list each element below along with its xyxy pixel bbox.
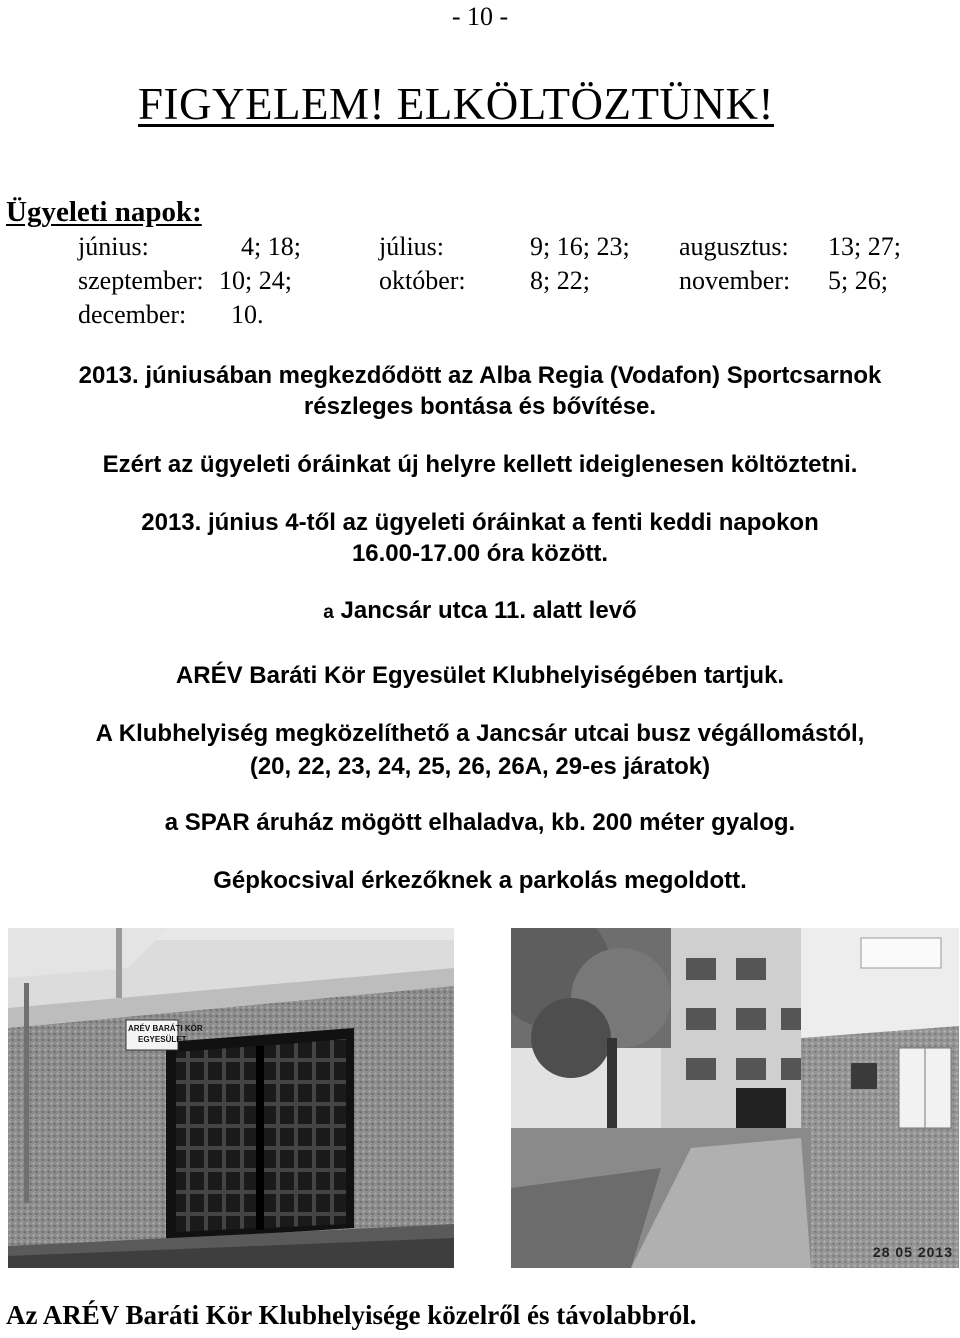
schedule-month: október: <box>379 266 466 295</box>
photo-club-entrance <box>8 928 454 1268</box>
page-title: FIGYELEM! ELKÖLTÖZTÜNK! <box>138 79 774 129</box>
notice-line: Gépkocsival érkezőknek a parkolás megoldott. <box>213 867 747 894</box>
schedule-days: 9; 16; 23; <box>530 232 630 261</box>
club-sign-line2: EGYESÜLET <box>138 1035 187 1044</box>
photo-club-distance <box>511 928 959 1268</box>
schedule-month: szeptember: <box>78 266 204 295</box>
notice-address <box>0 597 960 625</box>
schedule-days: 8; 22; <box>530 266 590 295</box>
notice-address-main: Jancsár utca 11. alatt levő <box>340 597 637 624</box>
notice-bus-lines: (20, 22, 23, 24, 25, 26, 26A, 29-es járatok) <box>249 753 711 780</box>
schedule-days: 13; 27; <box>828 232 901 261</box>
notice-line: 2013. júniusában megkezdődött az Alba Regia (Vodafon) Sportcsarnok <box>78 362 882 389</box>
notice-line: Ezért az ügyeleti óráinkat új helyre kellett ideiglenesen költöztetni. <box>102 451 858 478</box>
photo-caption: Az ARÉV Baráti Kör Klubhelyisége közelről és távolabbról. <box>6 1300 697 1330</box>
notice-address-prefix: a <box>323 602 334 623</box>
schedule-days: 10; 24; <box>219 266 292 295</box>
photo-date-stamp: 28 05 2013 <box>872 1244 953 1260</box>
duty-days-heading: Ügyeleti napok: <box>6 196 202 228</box>
notice-hours: 16.00-17.00 óra között. <box>351 540 609 567</box>
schedule-month: július: <box>379 232 445 261</box>
notice-line: részleges bontása és bővítése. <box>303 393 657 420</box>
schedule-days: 10. <box>231 300 264 329</box>
notice-line: 2013. június 4-től az ügyeleti óráinkat a fenti keddi napokon <box>141 509 819 536</box>
club-sign-line1: ARÉV BARÁTI KÖR <box>128 1024 203 1033</box>
notice-line: ARÉV Baráti Kör Egyesület Klubhelyiségében tartjuk. <box>175 662 785 689</box>
schedule-month: június: <box>78 232 149 261</box>
notice-line: a SPAR áruház mögött elhaladva, kb. 200 méter gyalog. <box>164 809 796 836</box>
schedule-month: augusztus: <box>679 232 789 261</box>
schedule-month: november: <box>679 266 791 295</box>
page-number: - 10 - <box>451 2 509 31</box>
photo-club-distance-image <box>511 928 959 1268</box>
schedule-month: december: <box>78 300 187 329</box>
schedule-days: 4; 18; <box>241 232 301 261</box>
photo-club-entrance-image <box>8 928 454 1268</box>
notice-line: A Klubhelyiség megközelíthető a Jancsár utcai busz végállomástól, <box>95 720 865 747</box>
schedule-days: 5; 26; <box>828 266 888 295</box>
